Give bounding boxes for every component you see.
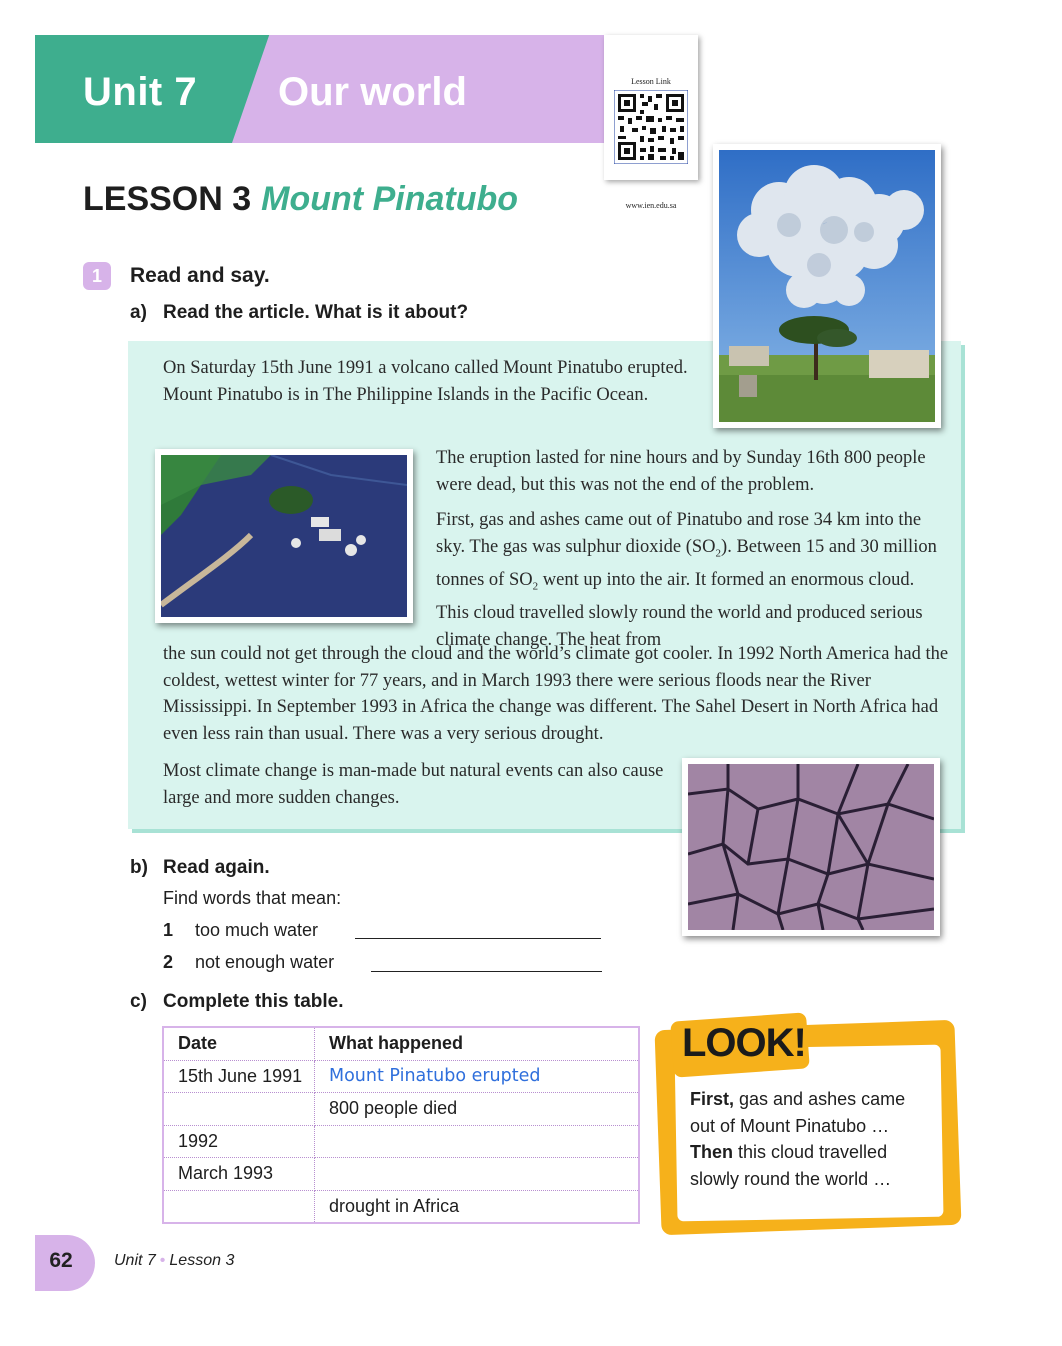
list-item: 2 not enough water <box>163 952 335 972</box>
exercise-number-badge: 1 <box>83 262 111 290</box>
lesson-name: Mount Pinatubo <box>261 180 518 218</box>
table-row <box>163 1093 639 1126</box>
table-cell-date: 1992 <box>163 1125 315 1158</box>
qr-code-icon[interactable] <box>614 90 688 164</box>
table-cell-date: 15th June 1991 <box>163 1060 315 1093</box>
qr-url[interactable]: www.ien.edu.sa <box>625 201 677 210</box>
article-paragraph-1: On Saturday 15th June 1991 a volcano called Mount Pinatubo erupted. Mount Pinatubo is in The Philippine Islands in the Pacific Ocean. <box>163 358 688 405</box>
unit-title: Unit 7 <box>83 70 198 114</box>
table-header-row <box>163 1027 639 1060</box>
part-b-instruction <box>130 857 270 879</box>
part-a-label: a) <box>130 302 147 323</box>
part-a-text: Read the article. What is it about? <box>163 302 469 323</box>
table-cell-date: March 1993 <box>163 1158 315 1191</box>
part-b-prompt: Find words that mean: <box>163 888 342 908</box>
part-a-instruction <box>130 302 468 324</box>
page-number: 62 <box>49 1249 73 1272</box>
article-paragraph-3-continued: the sun could not get through the cloud and the world’s climate got cooler. In 1992 North America had the coldest, wettest winter for 77 years, and in March 1993 there were serious floods near the River Mississippi. In September 1993 in Africa the change was different. The Sahel Desert in North Africa had even less rain than usual. There was a very serious drought. <box>163 644 949 744</box>
table-header-what-happened: What happened <box>315 1027 640 1060</box>
table-header-date: Date <box>163 1027 315 1060</box>
table-cell-date[interactable] <box>163 1093 315 1126</box>
table-row <box>163 1125 639 1158</box>
look-title: LOOK! <box>682 1021 806 1065</box>
table-cell-event: drought in Africa <box>329 1195 460 1216</box>
table-row <box>163 1190 639 1223</box>
exercise-title: Read and say. <box>130 264 270 287</box>
footer-breadcrumb: Unit 7 • Lesson 3 <box>114 1252 235 1269</box>
events-table <box>162 1026 640 1224</box>
table-cell-event[interactable] <box>315 1158 640 1191</box>
article-paragraph-3: First, gas and ashes came out of Pinatubo and rose 34 km into the sky. The gas was sulphur dioxide $(SO_2)$. Between 15 and 30 million tonnes of $SO_2$ went up into the air. It formed an enormous cloud. This cloud travelled slowly round the world and produced serious climate change. The heat from <box>436 510 937 650</box>
lesson-title <box>83 180 518 219</box>
unit-name: Our world <box>278 70 467 114</box>
list-item: 1 too much water <box>163 920 319 940</box>
part-b-label: b) <box>130 857 148 878</box>
lesson-link-qr-card[interactable] <box>604 35 698 210</box>
table-cell-event: 800 people died <box>315 1093 640 1126</box>
table-cell-event[interactable] <box>315 1125 640 1158</box>
table-row <box>163 1060 639 1093</box>
cracked-earth-photo <box>682 758 940 936</box>
answer-blank-1[interactable] <box>355 938 601 939</box>
lesson-number: LESSON 3 <box>83 180 252 218</box>
part-c-label: c) <box>130 991 147 1012</box>
table-row <box>163 1158 639 1191</box>
table-cell-date[interactable] <box>163 1190 315 1223</box>
flood-aerial-photo <box>155 449 413 623</box>
qr-label: Lesson Link <box>631 77 671 86</box>
article-paragraph-2: The eruption lasted for nine hours and by Sunday 16th 800 people were dead, but this was not the end of the problem. <box>436 448 926 495</box>
article-paragraph-4: Most climate change is man-made but natural events can also cause large and more sudden changes. <box>163 761 664 808</box>
part-c-instruction <box>130 991 344 1013</box>
volcano-eruption-photo <box>713 144 941 428</box>
table-cell-event: Mount Pinatubo erupted <box>315 1060 640 1093</box>
part-c-text: Complete this table. <box>163 991 344 1012</box>
look-text: First, gas and ashes came out of Mount Pinatubo … Then this cloud travelled slowly round the world … <box>690 1089 906 1189</box>
answer-blank-2[interactable] <box>371 971 602 972</box>
part-b-text: Read again. <box>163 857 270 878</box>
